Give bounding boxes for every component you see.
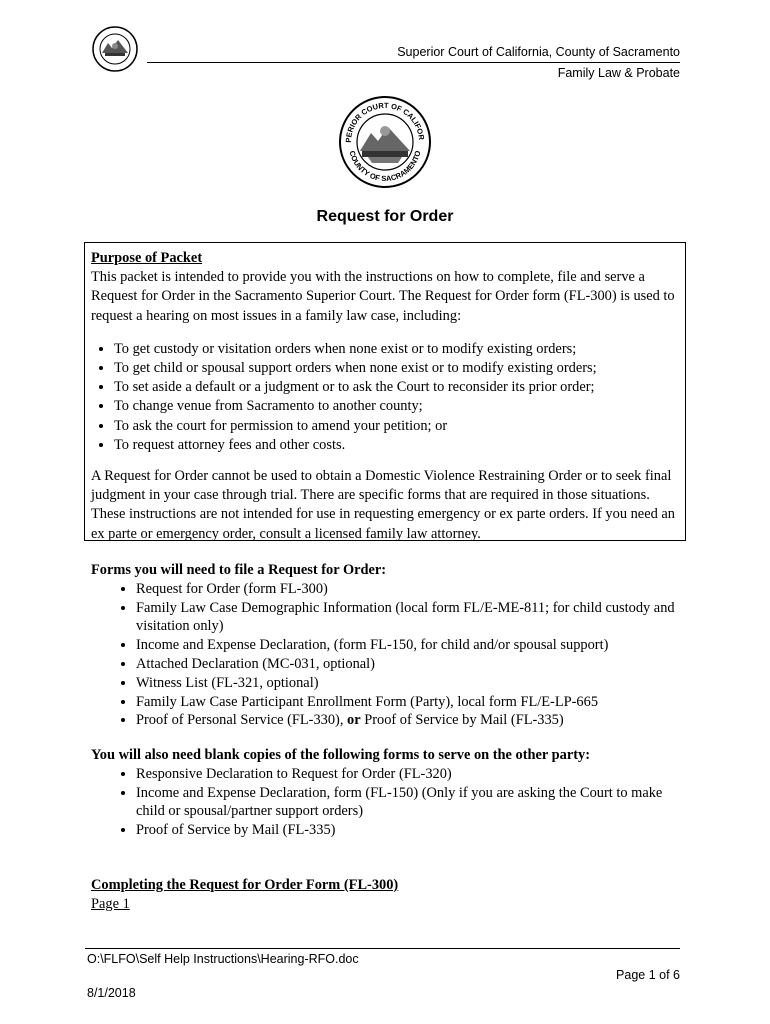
list-item: • Proof of Service by Mail (FL-335) [136, 821, 691, 840]
list-item: • To ask the court for permission to amend your petition; or [114, 417, 679, 436]
purpose-list [91, 340, 679, 455]
purpose-heading: Purpose of Packet [91, 250, 203, 266]
completing-heading: Completing the Request for Order Form (FL-300) [91, 877, 399, 893]
header-division: Family Law & Probate [557, 66, 680, 80]
proof-mail-text: Proof of Service by Mail (FL-335) [360, 712, 564, 729]
footer-page-number: Page 1 of 6 [616, 968, 680, 982]
blank-copies-heading: You will also need blank copies of the following forms to serve on the other party: [91, 747, 590, 763]
list-item: • Attached Declaration (MC-031, optional) [136, 655, 691, 674]
court-seal [338, 95, 432, 189]
purpose-box [84, 242, 686, 541]
purpose-intro: This packet is intended to provide you with the instructions on how to complete, file and serve a Request for Order in the Sacramento Superior Court. The Request for Order form (FL-300) is used to request a hearing on most issues in a family law case, including: [91, 269, 675, 324]
purpose-note: A Request for Order cannot be used to obtain a Domestic Violence Restraining Order or to seek final judgment in your case through trial. There are specific forms that are required in those situations. These instructions are not intended for use in requesting emergency or ex parte orders. If you need an ex parte or emergency order, consult a licensed family law attorney. [91, 468, 675, 542]
header-court-name: Superior Court of California, County of Sacramento [397, 45, 680, 59]
list-item: • To set aside a default or a judgment or to ask the Court to reconsider its prior order; [114, 378, 679, 397]
seal-top-text: PERIOR COURT OF CALIFOR [343, 100, 427, 143]
list-item: • To request attorney fees and other costs. [114, 436, 679, 455]
forms-needed-section [91, 561, 691, 730]
blank-copies-section [91, 746, 691, 840]
blank-copies-list [91, 765, 691, 840]
page-title: Request for Order [316, 208, 454, 225]
list-item: • Witness List (FL-321, optional) [136, 674, 691, 693]
completing-section [91, 876, 691, 914]
list-item: • Request for Order (form FL-300) [136, 580, 691, 599]
court-seal-small [92, 26, 138, 72]
header-rule [147, 62, 680, 63]
seal-bottom-text: COUNTY OF SACRAMENTO [347, 149, 423, 184]
list-item: • Family Law Case Participant Enrollment Form (Party), local form FL/E-LP-665 [136, 693, 691, 712]
completing-subheading: Page 1 [91, 895, 130, 912]
footer-date: 8/1/2018 [87, 986, 136, 1000]
footer-file-path: O:\FLFO\Self Help Instructions\Hearing-RFO.doc [87, 952, 359, 966]
list-item: • To get child or spousal support orders when none exist or to modify existing orders; [114, 359, 679, 378]
list-item: • Responsive Declaration to Request for Order (FL-320) [136, 765, 691, 784]
forms-needed-heading: Forms you will need to file a Request for Order: [91, 562, 387, 578]
list-item: • To change venue from Sacramento to another county; [114, 397, 679, 416]
list-item: • Income and Expense Declaration, (form FL-150, for child and/or spousal support) [136, 636, 691, 655]
forms-needed-list [91, 580, 691, 730]
footer-rule [85, 948, 680, 949]
or-emphasis: or [347, 712, 361, 729]
list-item [136, 711, 691, 730]
list-item: • Income and Expense Declaration, form (FL-150) (Only if you are asking the Court to make child or spousal/partner support orders) [136, 784, 691, 822]
list-item: • Family Law Case Demographic Information (local form FL/E-ME-811; for child custody and visitation only) [136, 599, 691, 637]
proof-service-text: Proof of Personal Service (FL-330), [136, 712, 348, 729]
list-item: • To get custody or visitation orders when none exist or to modify existing orders; [114, 340, 679, 359]
